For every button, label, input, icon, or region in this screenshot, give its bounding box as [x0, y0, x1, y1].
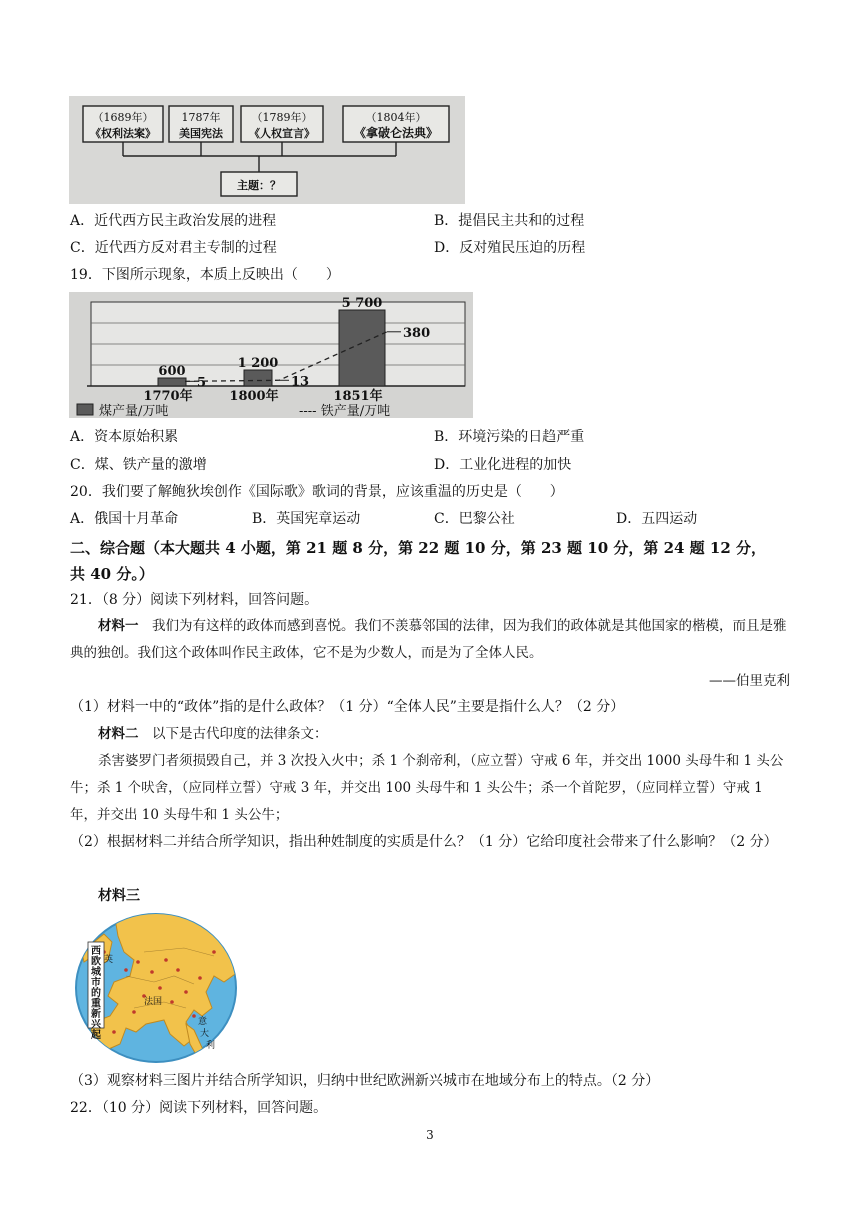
- q18-diagram: [69, 96, 465, 204]
- section2-heading-line2: 共 40 分。）: [70, 565, 154, 583]
- map-label-italy-3: 利: [206, 1041, 216, 1051]
- x-tick-label: 1851年: [333, 389, 383, 404]
- q18-option-b: B．提倡民主共和的过程: [434, 213, 585, 229]
- q18-box3-name: 《人权宣言》: [249, 127, 315, 140]
- iron-point-label: 5: [197, 375, 207, 391]
- q18-box2-year: 1787年: [181, 111, 221, 124]
- q19-stem: 19．下图所示现象，本质上反映出（ ）: [70, 267, 340, 283]
- q21-material1-text: 我们为有这样的政体而感到喜悦。我们不羡慕邻国的法律，因为我们的政体就是其他国家的楷模，而且是雅典的独创。我们这个政体叫作民主政体，它不是为少数人，而是为了全体人民。: [70, 618, 787, 661]
- iron-point-label: 380: [403, 325, 431, 341]
- legend-coal-label: 煤产量/万吨: [99, 404, 169, 418]
- q18-box3-year: （1789年）: [251, 111, 313, 124]
- legend-coal-swatch: [77, 404, 93, 415]
- q20-stem: 20．我们要了解鲍狄埃创作《国际歌》歌词的背景，应该重温的历史是（ ）: [70, 484, 564, 500]
- q18-theme-label: 主题：？: [237, 179, 281, 192]
- q18-box4-name: 《拿破仑法典》: [353, 126, 439, 140]
- q20-option-c: C．巴黎公社: [434, 511, 515, 527]
- coal-bar-label: 5 700: [341, 296, 383, 311]
- x-tick-label: 1800年: [229, 389, 279, 404]
- q21-material1: [70, 613, 790, 667]
- q22-stem: 22．（10 分）阅读下列材料，回答问题。: [70, 1100, 328, 1116]
- section2-heading-line1: 二、综合题（本大题共 4 小题，第 21 题 8 分，第 22 题 10 分，第 23 题 10 分，第 24 题 12 分，: [70, 539, 766, 557]
- q19-figure: [69, 292, 473, 418]
- q18-option-d: D．反对殖民压迫的历程: [434, 240, 586, 256]
- legend-iron-label: ---- 铁产量/万吨: [299, 404, 391, 418]
- q19-option-c: C．煤、铁产量的激增: [70, 457, 207, 473]
- q21-question2: （2）根据材料二并结合所学知识，指出种姓制度的实质是什么？（1 分）它给印度社会带来了什么影响？（2 分）: [70, 834, 778, 850]
- q21-material3-map: [74, 912, 238, 1064]
- q18-box2-name: 美国宪法: [179, 127, 223, 140]
- q19-option-d: D．工业化进程的加快: [434, 457, 572, 473]
- q18-figure: [69, 96, 465, 204]
- q21-material3-label: 材料三: [98, 888, 140, 904]
- q18-box1-year: （1689年）: [92, 111, 154, 124]
- q19-option-b: B．环境污染的日趋严重: [434, 429, 585, 445]
- q21-material2-text: 杀害婆罗门者须损毁自己，并 3 次投入火中；杀 1 个刹帝利，（应立誓）守戒 6 年，并交出 1000 头母牛和 1 头公牛；杀 1 个吠舍，（应同样立誓）守戒 3 年，并交出 100 头母牛和 1 头公牛；杀一个首陀罗，（应同样立誓）守戒 1 年，并交出 10 头母牛和 1 头公牛；: [70, 753, 784, 823]
- coal-bar-1800年: [244, 370, 272, 386]
- q18-box1-name: 《权利法案》: [90, 127, 156, 140]
- iron-point-label: 13: [291, 374, 310, 390]
- q21-material1-label: 材料一: [98, 618, 139, 634]
- q18-box4-year: （1804年）: [365, 111, 427, 124]
- q21-question1: （1）材料一中的“政体”指的是什么政体？（1 分）“全体人民”主要是指什么人？（2 分）: [70, 699, 625, 715]
- coal-bar-label: 1 200: [237, 356, 279, 371]
- q20-option-d: D．五四运动: [616, 511, 698, 527]
- q21-material2-intro: [70, 721, 790, 748]
- map-title: 西欧城市的重新兴起: [91, 946, 101, 1041]
- map-label-italy-1: 意: [198, 1017, 208, 1027]
- q19-option-a: A．资本原始积累: [70, 429, 179, 445]
- page-number: 3: [426, 1128, 434, 1142]
- map-label-france: 法国: [144, 997, 163, 1007]
- coal-bar-1770年: [158, 378, 186, 386]
- map-label-italy-2: 大: [200, 1029, 210, 1039]
- q21-material2-label: 材料二: [98, 726, 139, 742]
- q18-option-a: A．近代西方民主政治发展的进程: [70, 213, 277, 229]
- map-label-england: 英: [104, 955, 114, 965]
- x-tick-label: 1770年: [143, 389, 193, 404]
- coal-bar-label: 600: [158, 364, 186, 379]
- q20-option-a: A．俄国十月革命: [70, 511, 179, 527]
- q18-option-c: C．近代西方反对君主专制的过程: [70, 240, 277, 256]
- q20-option-b: B．英国宪章运动: [252, 511, 361, 527]
- q21-question3: （3）观察材料三图片并结合所学知识，归纳中世纪欧洲新兴城市在地域分布上的特点。（2 分）: [70, 1073, 660, 1089]
- coal-bar-1851年: [339, 310, 385, 386]
- q21-material1-source: ——伯里克利: [709, 673, 790, 689]
- q21-stem: 21．（8 分）阅读下列材料，回答问题。: [70, 592, 319, 608]
- q19-chart: [69, 292, 473, 418]
- q21-material2-intro-text: 以下是古代印度的法律条文：: [138, 726, 328, 742]
